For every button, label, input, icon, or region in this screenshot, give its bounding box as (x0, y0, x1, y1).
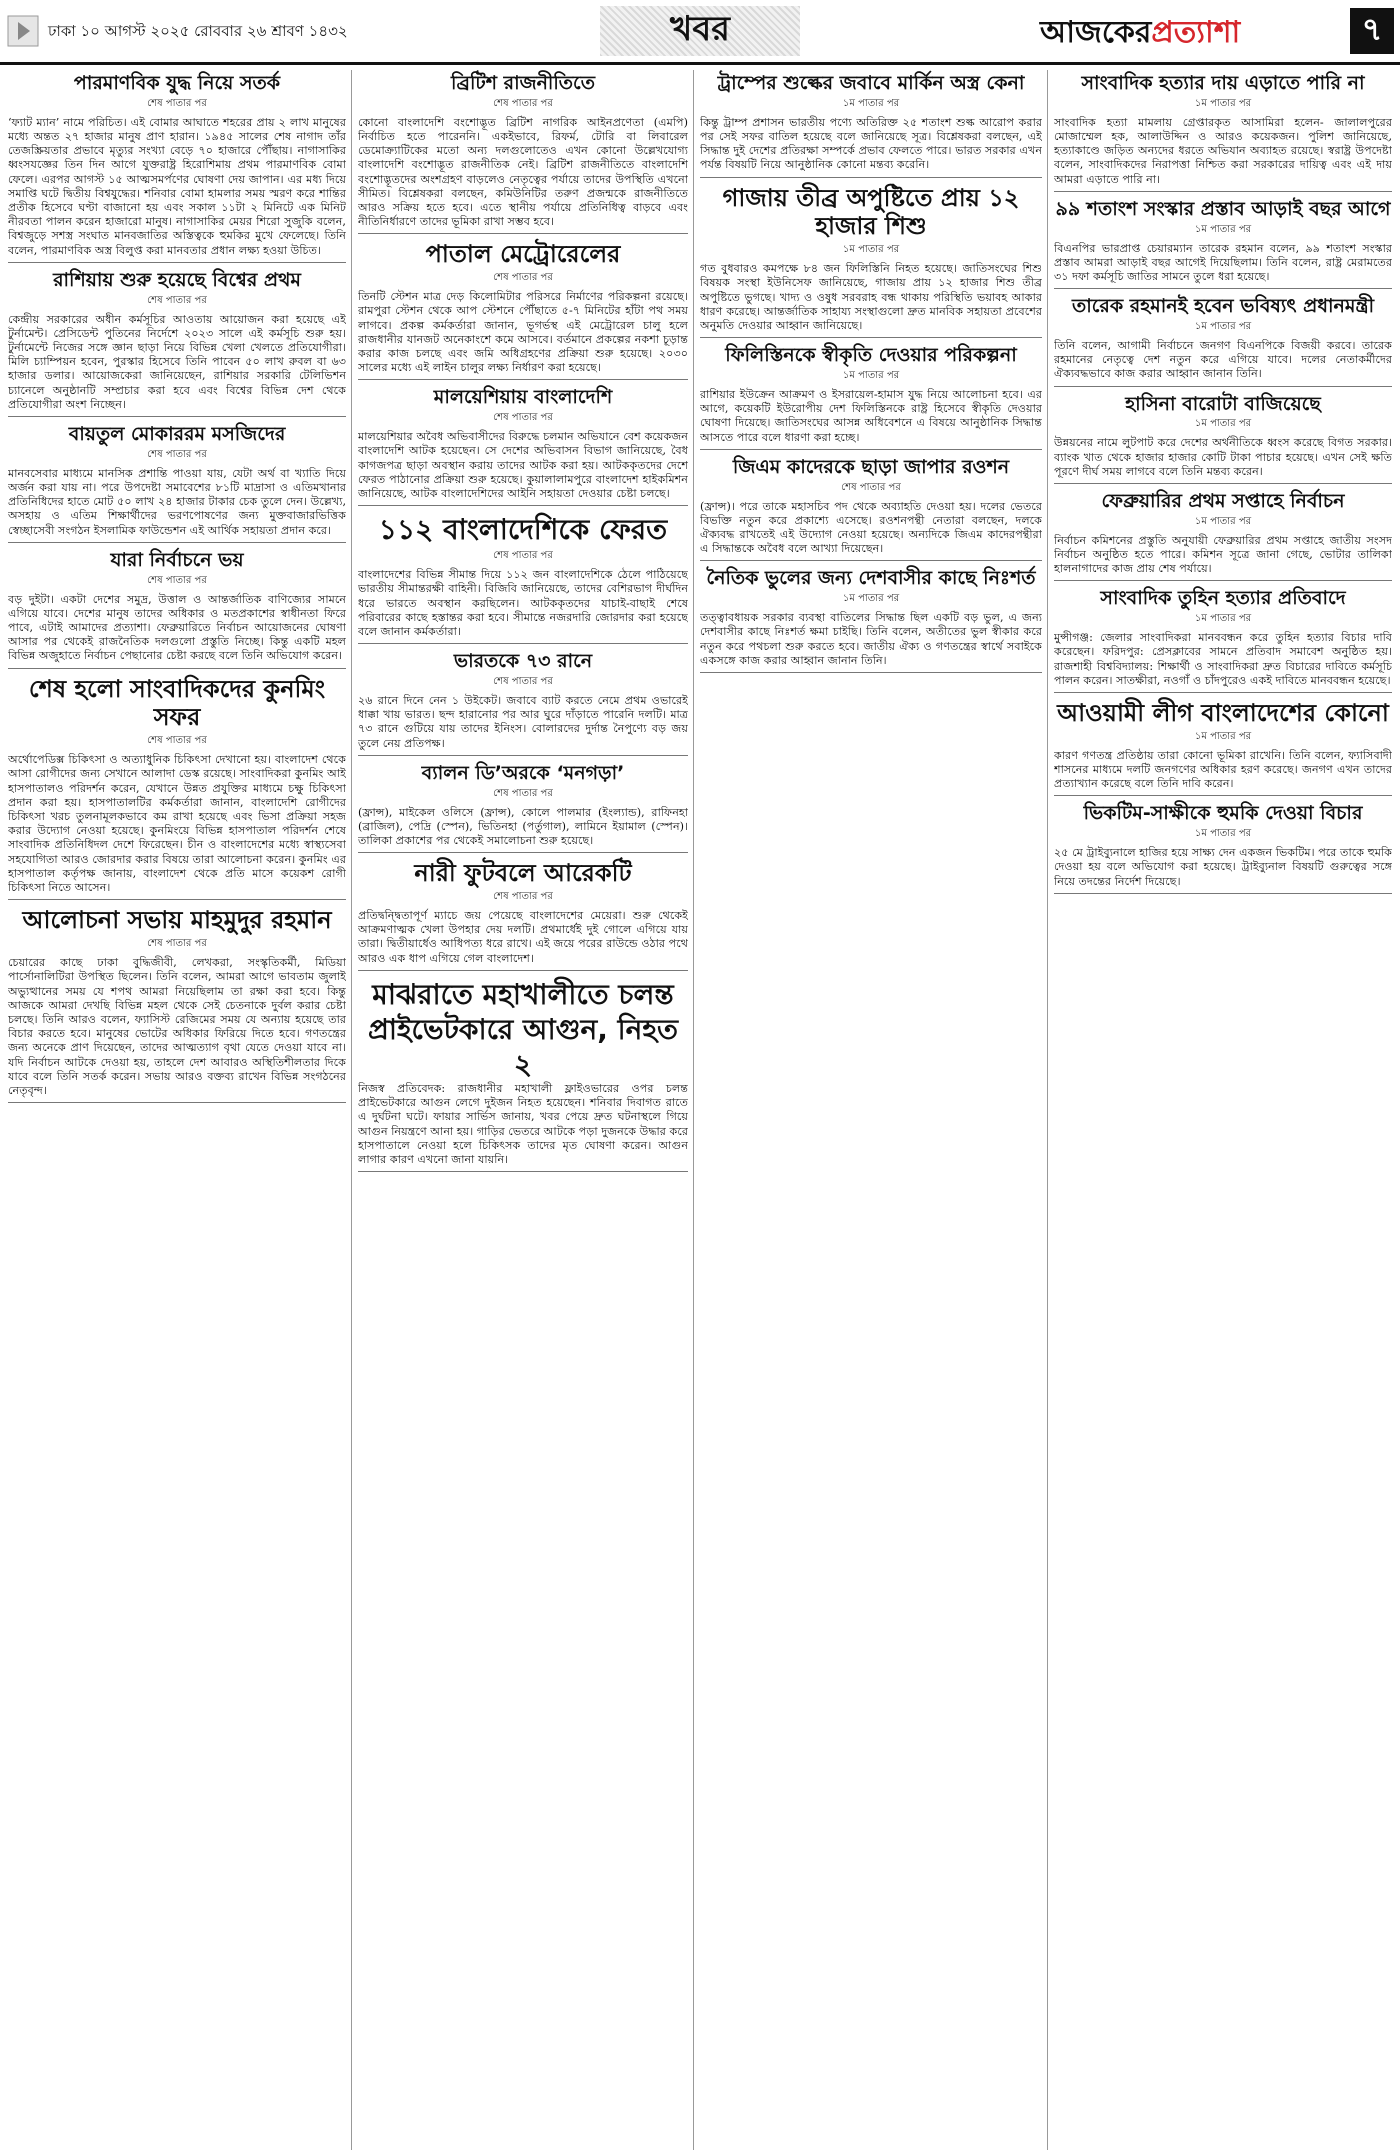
arrow-icon (6, 14, 40, 48)
story-body: চেয়ারের কাছে ঢাকা বুদ্ধিজীবী, লেখকরা, সংস্কৃতিকর্মী, মিডিয়া পার্সোনালিটিরা উপস্থিত ছিলেন। তিনি বলেন, আমরা আগে ভাবতাম জুলাই অভ্যুত্থানের সময় যে শপথ আমরা নিয়েছিলাম তা রক্ষা করা হবে। কিন্তু আজকে আমরা দেখছি বিভিন্ন মহল থেকে সেই চেতনাকে দুর্বল করার চেষ্টা চলছে। তিনি আরও বলেন, ফ্যাসিস্ট রেজিমের সময় যে অন্যায় হয়েছে তার বিচার করতে হবে। মানুষের ভোটের অধিকার ফিরিয়ে দিতে হবে। গণতন্ত্রের জন্য অনেকে প্রাণ দিয়েছেন, তাদের আত্মত্যাগ বৃথা যেতে দেওয়া যাবে না। যদি নির্বাচন আটকে দেওয়া হয়, তাহলে দেশ আবারও অস্থিতিশীলতার দিকে যাবে বলে তিনি সতর্ক করেন। সভায় আরও বক্তব্য রাখেন বিভিন্ন সংগঠনের নেতৃবৃন্দ। (8, 956, 346, 1097)
story-headline[interactable]: পারমাণবিক যুদ্ধ নিয়ে সতর্ক (73, 72, 281, 94)
story-divider (8, 1102, 346, 1103)
story-divider (358, 755, 688, 756)
story-body: ‘ফ্যাট ম্যান’ নামে পরিচিত। এই বোমার আঘাতে শহরের প্রায় ২ লাখ মানুষের মধ্যে অন্তত ২৭ হাজার মানুষ প্রাণ হারান। ১৯৪৫ সালের শেষ নাগাদ তাঁর তেজস্ক্রিয়তার প্রভাবে মৃত্যুর সংখ্যা বেড়ে ৭০ হাজারে পৌঁছায়। নাগাসাকির ধ্বংসযজ্ঞের তিন দিন আগে যুক্তরাষ্ট্র হিরোশিমায় প্রথম পারমাণবিক বোমা ফেলে। এরপর আগস্ট ১৫ আত্মসমর্পণের ঘোষণা দেয় জাপান। এর মধ্য দিয়ে সমাপ্তি ঘটে দ্বিতীয় বিশ্বযুদ্ধের। শনিবার বোমা হামলার সময় স্মরণ করে শান্তির প্রতীক হিসেবে ঘণ্টা বাজানো হয় এবং সকাল ১১টা ২ মিনিটে এক মিনিট নীরবতা পালন করেন হাজারো মানুষ। নাগাসাকির মেয়র শিরো সুজুকি বলেন, বিশ্বজুড়ে সশস্ত্র সংঘাত মানবজাতির অস্তিত্বকে হুমকির মুখে ফেলেছে। তিনি বলেন, পারমাণবিক অস্ত্র বিলুপ্ত করা মানবতার প্রধান লক্ষ্য হওয়া উচিত। (8, 115, 346, 257)
story-jump-line: ১ম পাতার পর (1194, 223, 1252, 235)
story-jump-line: শেষ পাতার পর (493, 891, 553, 903)
story-divider (8, 542, 346, 543)
story-divider (358, 970, 688, 971)
column-divider (1047, 70, 1048, 2150)
news-story (358, 512, 688, 644)
news-story (1054, 490, 1392, 581)
news-story (1054, 393, 1392, 484)
news-story (358, 977, 688, 1172)
story-jump-line: ১ম পাতার পর (842, 244, 900, 256)
story-headline[interactable]: মাঝরাতে মহাখালীতে চলন্ত প্রাইভেটকারে আগুন, নিহত ২ (367, 977, 679, 1081)
story-headline[interactable]: নারী ফুটবলে আরেকটি (414, 859, 632, 888)
story-jump-line: শেষ পাতার পর (147, 97, 207, 109)
story-jump-line: ১ম পাতার পর (1194, 97, 1252, 109)
story-divider (8, 899, 346, 900)
story-divider (8, 668, 346, 669)
brand-logo (1040, 8, 1240, 59)
story-body: বাংলাদেশের বিভিন্ন সীমান্ত দিয়ে ১১২ জন বাংলাদেশিকে ঠেলে পাঠিয়েছে ভারতীয় সীমান্তরক্ষী বাহিনী। বিজিবি জানিয়েছে, তাদের বেশিরভাগ দীর্ঘদিন ধরে ভারতে অবস্থান করছিলেন। আটককৃতদের যাচাই-বাছাই শেষে পরিবারের কাছে হস্তান্তর করা হবে। সীমান্তে নজরদারি জোরদার করা হয়েছে বলে জানান কর্মকর্তারা। (358, 568, 688, 639)
news-story (358, 762, 688, 853)
story-divider (700, 560, 1042, 561)
news-story (358, 386, 688, 506)
story-jump-line: শেষ পাতার পর (493, 412, 553, 424)
story-headline[interactable]: সাংবাদিক তুহিন হত্যার প্রতিবাদে (1100, 587, 1346, 610)
story-jump-line: শেষ পাতার পর (493, 550, 553, 562)
story-divider (1054, 386, 1392, 387)
story-divider (358, 643, 688, 644)
story-body: তত্ত্বাবধায়ক সরকার ব্যবস্থা বাতিলের সিদ্ধান্ত ছিল একটি বড় ভুল, এ জন্য দেশবাসীর কাছে নিঃশর্ত ক্ষমা চাইছি। তিনি বলেন, অতীতের ভুল স্বীকার করে নতুন করে পথচলা শুরু করতে হবে। জাতীয় ঐক্য ও গণতন্ত্রের স্বার্থে সবাইকে একসঙ্গে কাজ করার আহ্বান জানান তিনি। (700, 611, 1042, 667)
story-headline[interactable]: আলোচনা সভায় মাহমুদুর রহমান (22, 906, 332, 935)
story-divider (700, 672, 1042, 673)
story-body: উন্নয়নের নামে লুটপাট করে দেশের অর্থনীতিকে ধ্বংস করেছে বিগত সরকার। ব্যাংক খাত থেকে হাজার হাজার কোটি টাকা পাচার হয়েছে। এখন সেই ক্ষতি পূরণে দীর্ঘ সময় লাগবে বলে তিনি মন্তব্য করেন। (1054, 436, 1392, 478)
column-4 (1054, 70, 1392, 2150)
story-body: মুন্সীগঞ্জ: জেলার সাংবাদিকরা মানববন্ধন করে তুহিন হত্যার বিচার দাবি করেছেন। ফরিদপুর: প্রেসক্লাবের সামনে প্রতিবাদ সমাবেশ অনুষ্ঠিত হয়। রাজশাহী বিশ্ববিদ্যালয়: শিক্ষার্থী ও সাংবাদিকরা দ্রুত বিচারের দাবিতে কর্মসূচি পালন করেন। সাতক্ষীরা, নওগাঁ ও চাঁদপুরেও একই দাবিতে মানববন্ধন হয়েছে। (1054, 631, 1392, 687)
news-story (1054, 198, 1392, 289)
news-story (700, 456, 1042, 562)
story-headline[interactable]: নৈতিক ভুলের জন্য দেশবাসীর কাছে নিঃশর্ত (706, 567, 1036, 590)
story-divider (358, 505, 688, 506)
story-body: বিএনপির ভারপ্রাপ্ত চেয়ারম্যান তারেক রহমান বলেন, ৯৯ শতাংশ সংস্কার প্রস্তাব আমরা আড়াই বছর আগেই দিয়েছিলাম। তিনি বলেন, রাষ্ট্র মেরামতের ৩১ দফা কর্মসূচি জাতির সামনে তুলে ধরা হয়েছে। (1054, 241, 1392, 284)
story-jump-line: ১ম পাতার পর (1194, 418, 1252, 430)
story-body: ২৬ রানে দিনে নেন ১ উইকেট। জবাবে ব্যাট করতে নেমে প্রথম ওভারেই ধাক্কা খায় ভারত। ছন্দ হারানোর পর আর ঘুরে দাঁড়াতে পারেনি দলটি। মাত্র ৭৩ রানে গুটিয়ে যায় তাদের ইনিংস। বোলারদের দুর্দান্ত নৈপুণ্যে বড় জয় তুলে নেয় প্রতিপক্ষ। (358, 694, 688, 750)
story-divider (1054, 288, 1392, 289)
story-headline[interactable]: সাংবাদিক হত্যার দায় এড়াতে পারি না (1081, 72, 1365, 94)
story-headline[interactable]: ১১২ বাংলাদেশিকে ফেরত (378, 513, 668, 547)
news-story (358, 859, 688, 971)
story-jump-line: ১ম পাতার পর (1194, 515, 1252, 527)
story-headline[interactable]: ব্যালন ডি’অরকে ‘মনগড়া’ (421, 761, 625, 784)
story-jump-line: শেষ পাতার পর (147, 448, 207, 460)
dateline: ঢাকা ১০ আগস্ট ২০২৫ রোববার ২৬ শ্রাবণ ১৪৩২ (48, 22, 348, 40)
story-headline[interactable]: ভারতকে ৭৩ রানে (453, 650, 593, 673)
news-story (1054, 802, 1392, 893)
story-body: রাশিয়ার ইউক্রেন আক্রমণ ও ইসরায়েল-হামাস যুদ্ধ নিয়ে আলোচনা হবে। এর আগে, কয়েকটি ইউরোপীয় দেশ ফিলিস্তিনকে রাষ্ট্র হিসেবে স্বীকৃতি দেওয়ার ঘোষণা দিয়েছে। জাতিসংঘের আসন্ন অধিবেশনে এ বিষয়ে আনুষ্ঠানিক সিদ্ধান্ত আসতে পারে বলে ধারণা করা হচ্ছে। (700, 388, 1042, 444)
story-divider (700, 449, 1042, 450)
story-jump-line: ১ম পাতার পর (1194, 828, 1252, 840)
news-story (1054, 72, 1392, 192)
column-3 (700, 70, 1042, 2150)
section-title (600, 6, 800, 56)
masthead (0, 0, 1400, 62)
story-body: কোনো বাংলাদেশি বংশোদ্ভূত ব্রিটিশ নাগরিক আইনপ্রণেতা (এমপি) নির্বাচিত হতে পারেননি। একইভাবে, রিফর্ম, টোরি বা লিবারেল ডেমোক্র্যাটিকের মতো অন্য দলগুলোতেও এখন কোনো উল্লেখযোগ্য বাংলাদেশি বংশোদ্ভূত রাজনীতিক নেই। ব্রিটিশ রাজনীতিতে বাংলাদেশি বংশোদ্ভূতদের অংশগ্রহণ বাড়লেও নেতৃত্বের পর্যায়ে তাদের উপস্থিতি এখনো সীমিত। বিশ্লেষকরা বলছেন, কমিউনিটির তরুণ প্রজন্মকে রাজনীতিতে আরও সক্রিয় হতে হবে। এতে স্থানীয় পর্যায়ে প্রতিনিধিত্ব বাড়বে এবং নীতিনির্ধারণে তাদের ভূমিকা রাখা সম্ভব হবে। (358, 115, 688, 229)
story-headline[interactable]: ট্রাম্পের শুল্কের জবাবে মার্কিন অস্ত্র কেনা (717, 72, 1025, 94)
story-jump-line: ১ম পাতার পর (842, 593, 900, 605)
story-divider (700, 177, 1042, 178)
news-story (358, 72, 688, 234)
story-headline[interactable]: ফেব্রুয়ারির প্রথম সপ্তাহে নির্বাচন (1101, 490, 1345, 513)
section-label: খবর (670, 8, 730, 49)
story-divider (358, 379, 688, 380)
story-divider (1054, 580, 1392, 581)
story-headline[interactable]: গাজায় তীব্র অপুষ্টিতে প্রায় ১২ হাজার শিশু (722, 183, 1020, 241)
story-headline[interactable]: ভিকটিম-সাক্ষীকে হুমকি দেওয়া বিচার (1083, 802, 1363, 825)
story-divider (1054, 893, 1392, 894)
story-headline[interactable]: বায়তুল মোকাররম মসজিদের (68, 423, 286, 446)
news-story (8, 675, 346, 901)
news-story (700, 72, 1042, 178)
story-jump-line: শেষ পাতার পর (147, 735, 207, 747)
story-body: কেন্দ্রীয় সরকারের অধীন কর্মসূচির আওতায় আয়োজন করা হয়েছে এই টুর্নামেন্ট। প্রেসিডেন্ট পুতিনের নির্দেশে ২০২৩ সালে এই কর্মসূচি শুরু হয়। টুর্নামেন্টে নিজের সঙ্গে জ্ঞান ছাড়া নিয়ে বিভিন্ন খেলা খেলতে প্রতিযোগীরা। মিলি চ্যাম্পিয়ন হবেন, পুরস্কার হিসেবে তিনি পাবেন ৫০ লাখ রুবল বা ৬৩ হাজার ডলার। আয়োজকেরা জানিয়েছেন, রাশিয়ার সরকারি টেলিভিশন চ্যানেলে অনুষ্ঠানটি সম্প্রচার করা হবে এবং বিশ্বের বিভিন্ন দেশ থেকে প্রতিযোগীরা অংশ নিচ্ছেন। (8, 312, 346, 411)
story-divider (1054, 483, 1392, 484)
story-jump-line: ১ম পাতার পর (842, 370, 900, 382)
story-headline[interactable]: রাশিয়ায় শুরু হয়েছে বিশ্বের প্রথম (53, 268, 301, 291)
story-body: মালয়েশিয়ার অবৈধ অভিবাসীদের বিরুদ্ধে চলমান অভিযানে বেশ কয়েকজন বাংলাদেশি আটক হয়েছেন। সে দেশের অভিবাসন বিভাগ জানিয়েছে, বৈধ কাগজপত্র ছাড়া অবস্থান করায় তাদের আটক করা হয়। আটককৃতদের দেশে ফেরত পাঠানোর প্রক্রিয়া শুরু হয়েছে। কুয়ালালামপুরে বাংলাদেশ হাইকমিশন জানিয়েছে, আটক বাংলাদেশিদের আইনি সহায়তা দেওয়ার চেষ্টা চলছে। (358, 430, 688, 501)
story-headline[interactable]: মালয়েশিয়ায় বাংলাদেশি (433, 386, 613, 409)
story-divider (8, 262, 346, 263)
column-1 (8, 70, 346, 2150)
news-story (1054, 295, 1392, 386)
story-jump-line: ১ম পাতার পর (842, 97, 900, 109)
news-story (1054, 699, 1392, 796)
story-body: ২৫ মে ট্রাইব্যুনালে হাজির হয়ে সাক্ষ্য দেন একজন ভিকটিম। পরে তাকে হুমকি দেওয়া হয় বলে অভিযোগ করা হয়েছে। ট্রাইব্যুনাল বিষয়টি গুরুত্বের সঙ্গে নিয়ে তদন্তের নির্দেশ দিয়েছে। (1054, 846, 1392, 888)
story-body: কারণ গণতন্ত্র প্রতিষ্ঠায় তারা কোনো ভূমিকা রাখেনি। তিনি বলেন, ফ্যাসিবাদী শাসনের মাধ্যমে দলটি জনগণের অধিকার হরণ করেছে। জনগণ এখন তাদের প্রত্যাখ্যান করেছে বলে তিনি দাবি করেন। (1054, 748, 1392, 791)
story-jump-line: ১ম পাতার পর (1194, 730, 1252, 742)
brand-part-b: প্রত্যাশা (1151, 15, 1241, 50)
story-headline[interactable]: শেষ হলো সাংবাদিকদের কুনমিং সফর (28, 674, 326, 732)
story-headline[interactable]: যারা নির্বাচনে ভয় (110, 548, 244, 571)
news-story (700, 567, 1042, 673)
story-divider (358, 1171, 688, 1172)
story-divider (358, 852, 688, 853)
story-body: বড় দুইটা। একটা দেশের সমুদ্র, উত্তাল ও আন্তর্জাতিক বাণিজ্যের সামনে এগিয়ে যাবে। দেশের মানুষ তাদের অধিকার ও মতপ্রকাশের স্বাধীনতা ফিরে পাবে, এটাই আমাদের প্রত্যাশা। ফেব্রুয়ারিতে নির্বাচন আয়োজনের ঘোষণা আসার পর থেকেই রাজনৈতিক দলগুলো প্রস্তুতি নিচ্ছে। কিন্তু একটি মহল বিভিন্ন অজুহাতে নির্বাচন পেছানোর চেষ্টা করছে বলে তিনি অভিযোগ করেন। (8, 592, 346, 663)
news-story (8, 549, 346, 669)
story-jump-line: শেষ পাতার পর (147, 938, 207, 950)
story-jump-line: শেষ পাতার পর (493, 97, 553, 109)
story-jump-line: ১ম পাতার পর (1194, 321, 1252, 333)
masthead-rule (0, 62, 1400, 65)
news-story (8, 72, 346, 263)
story-headline[interactable]: পাতাল মেট্রোরেলের (425, 240, 621, 269)
story-divider (700, 337, 1042, 338)
story-body: নির্বাচন কমিশনের প্রস্তুতি অনুযায়ী ফেব্রুয়ারির প্রথম সপ্তাহে জাতীয় সংসদ নির্বাচন অনুষ্ঠিত হতে পারে। কমিশন সূত্রে জানা গেছে, ভোটার তালিকা হালনাগাদের কাজ প্রায় শেষ পর্যায়ে। (1054, 533, 1392, 576)
page-number: ৭ (1350, 8, 1394, 54)
story-divider (1054, 692, 1392, 693)
column-divider (351, 70, 352, 2150)
story-jump-line: শেষ পাতার পর (147, 294, 207, 306)
news-story (8, 269, 346, 417)
story-divider (1054, 795, 1392, 796)
story-body: (ফ্রান্স)। পরে তাকে মহাসচিব পদ থেকে অব্যাহতি দেওয়া হয়। দলের ভেতরে বিভক্তি নতুন করে প্রকাশ্যে এসেছে। রওশনপন্থী নেতারা বলছেন, দলকে ঐক্যবদ্ধ রাখতেই এই উদ্যোগ নেওয়া হয়েছে। অন্যদিকে জিএম কাদেরপন্থীরা এ সিদ্ধান্তকে অবৈধ বলে আখ্যা দিয়েছেন। (700, 499, 1042, 556)
story-body: নিজস্ব প্রতিবেদক: রাজধানীর মহাখালী ফ্লাইওভারের ওপর চলন্ত প্রাইভেটকারে আগুন লেগে দুইজন নিহত হয়েছেন। শনিবার দিবাগত রাতে এ দুর্ঘটনা ঘটে। ফায়ার সার্ভিস জানায়, খবর পেয়ে দ্রুত ঘটনাস্থলে গিয়ে আগুন নিয়ন্ত্রণে আনা হয়। গাড়ির ভেতরে আটকে পড়া দুজনকে উদ্ধার করে হাসপাতালে নেওয়া হলে চিকিৎসক তাদের মৃত ঘোষণা করেন। আগুন লাগার কারণ এখনো জানা যায়নি। (358, 1081, 688, 1166)
column-2 (358, 70, 688, 2150)
news-story (1054, 587, 1392, 693)
story-jump-line: শেষ পাতার পর (493, 787, 553, 799)
story-divider (8, 416, 346, 417)
story-headline[interactable]: ৯৯ শতাংশ সংস্কার প্রস্তাব আড়াই বছর আগে (1055, 197, 1391, 220)
story-headline[interactable]: ফিলিস্তিনকে স্বীকৃতি দেওয়ার পরিকল্পনা (725, 344, 1017, 367)
story-body: তিনি বলেন, আগামী নির্বাচনে জনগণ বিএনপিকে বিজয়ী করবে। তারেক রহমানের নেতৃত্বে দেশ নতুন করে এগিয়ে যাবে। দলের নেতাকর্মীদের ঐক্যবদ্ধভাবে কাজ করার আহ্বান জানান তিনি। (1054, 339, 1392, 381)
story-body: গত বুধবারও কমপক্ষে ৮৪ জন ফিলিস্তিনি নিহত হয়েছে। জাতিসংঘের শিশু বিষয়ক সংস্থা ইউনিসেফ জানিয়েছে, গাজায় প্রায় ১২ হাজার শিশু তীব্র অপুষ্টিতে ভুগছে। খাদ্য ও ওষুধ সরবরাহ বন্ধ থাকায় পরিস্থিতি ভয়াবহ আকার ধারণ করেছে। আন্তর্জাতিক সাহায্য সংস্থাগুলো দ্রুত মানবিক সহায়তা প্রবেশের অনুমতি দেওয়ার আহ্বান জানিয়েছে। (700, 262, 1042, 333)
story-body: সাংবাদিক হত্যা মামলায় গ্রেপ্তারকৃত আসামিরা হলেন- জালালপুরের মোজাম্মেল হক, আলাউদ্দিন ও আরও কয়েকজন। পুলিশ জানিয়েছে, হত্যাকাণ্ডে জড়িত অন্যদের ধরতে অভিযান অব্যাহত রয়েছে। স্বরাষ্ট্র উপদেষ্টা বলেন, সাংবাদিকদের নিরাপত্তা নিশ্চিত করা সরকারের দায়িত্ব এবং এই দায় আমরা এড়াতে পারি না। (1054, 115, 1392, 186)
news-story (8, 423, 346, 543)
news-story (700, 344, 1042, 450)
story-headline[interactable]: জিএম কাদেরকে ছাড়া জাপার রওশন (732, 455, 1010, 478)
story-body: অর্থোপেডিক্স চিকিৎসা ও অত্যাধুনিক চিকিৎসা দেখানো হয়। বাংলাদেশ থেকে আসা রোগীদের জন্য সেখানে আলাদা ডেস্ক রয়েছে। সাংবাদিকরা কুনমিং আই হাসপাতালও পরিদর্শন করেন, যেখানে উন্নত প্রযুক্তির মাধ্যমে চক্ষু চিকিৎসা প্রদান করা হয়। হাসপাতালটির কর্মকর্তারা জানান, বাংলাদেশি রোগীদের চিকিৎসা খরচ তুলনামূলকভাবে কম রাখা হয়েছে এবং ভিসা প্রক্রিয়া সহজ করার উদ্যোগ নেওয়া হয়েছে। কুনমিংয়ে বিভিন্ন হাসপাতাল পরিদর্শন শেষে সাংবাদিক প্রতিনিধিদল দেশে ফিরেছেন। চীন ও বাংলাদেশের মধ্যে স্বাস্থ্যসেবা সহযোগিতা আরও জোরদার করার বিষয়ে তারা আলোচনা করেন। কুনমিং এর হাসপাতাল কর্তৃপক্ষ জানায়, বাংলাদেশ থেকে প্রতি মাসে কয়েকশ রোগী চিকিৎসা নিতে আসেন। (8, 753, 346, 895)
story-jump-line: শেষ পাতার পর (493, 272, 553, 284)
news-story (358, 650, 688, 756)
column-divider (693, 70, 694, 2150)
story-headline[interactable]: ব্রিটিশ রাজনীতিতে (451, 72, 595, 94)
story-headline[interactable]: তারেক রহমানই হবেন ভবিষ্যৎ প্রধানমন্ত্রী (1071, 295, 1375, 318)
story-jump-line: শেষ পাতার পর (147, 574, 207, 586)
news-story (358, 240, 688, 380)
story-body: তিনটি স্টেশন মাত্র দেড় কিলোমিটার পরিসরে নির্মাণের পরিকল্পনা রয়েছে। রামপুরা স্টেশন থেকে আপ স্টেশনে পৌঁছাতে ৫-৭ মিনিটের হাঁটা পথ সময় লাগবে। প্রকল্প কর্মকর্তারা জানান, ভূগর্ভস্থ এই মেট্রোরেল চালু হলে রাজধানীর যানজট অনেকাংশে কমে আসবে। বর্তমানে প্রকল্পের নকশা চূড়ান্ত করার কাজ চলছে এবং জমি অধিগ্রহণের প্রক্রিয়া শুরু হয়েছে। ২০৩০ সালের মধ্যে এই লাইন চালুর লক্ষ্য নির্ধারণ করা হয়েছে। (358, 290, 688, 375)
story-jump-line: শেষ পাতার পর (841, 481, 901, 493)
story-body: (ফ্রান্স), মাইকেল ওলিসে (ফ্রান্স), কোলে পালমার (ইংল্যান্ড), রাফিনহা (ব্রাজিল), পেদ্রি (স্পেন), ভিতিনহা (পর্তুগাল), লামিনে ইয়ামাল (স্পেন)। তালিকা প্রকাশের পর থেকেই সমালোচনা শুরু হয়েছে। (358, 805, 688, 848)
story-divider (358, 233, 688, 234)
story-divider (1054, 191, 1392, 192)
story-jump-line: শেষ পাতার পর (493, 676, 553, 688)
news-story (8, 906, 346, 1103)
brand-part-a: আজকের (1040, 15, 1152, 50)
news-story (700, 184, 1042, 339)
story-headline[interactable]: হাসিনা বারোটা বাজিয়েছে (1125, 392, 1321, 415)
story-body: কিন্তু ট্রাম্প প্রশাসন ভারতীয় পণ্যে অতিরিক্ত ২৫ শতাংশ শুল্ক আরোপ করার পর সেই সফর বাতিল হয়েছে বলে জানিয়েছে সূত্র। বিশ্লেষকরা বলছেন, এই সিদ্ধান্ত দুই দেশের প্রতিরক্ষা সম্পর্কে প্রভাব ফেলতে পারে। ভারত সরকার এখন পর্যন্ত বিষয়টি নিয়ে আনুষ্ঠানিক কোনো মন্তব্য করেনি। (700, 115, 1042, 172)
story-body: প্রতিদ্বন্দ্বিতাপূর্ণ ম্যাচে জয় পেয়েছে বাংলাদেশের মেয়েরা। শুরু থেকেই আক্রমণাত্মক খেলা উপহার দেয় দলটি। প্রথমার্ধেই দুই গোলে এগিয়ে যায় তারা। দ্বিতীয়ার্ধেও আধিপত্য ধরে রাখে। এই জয়ে পরের রাউন্ডে ওঠার পথে আরও এক ধাপ এগিয়ে গেল বাংলাদেশ। (358, 909, 688, 965)
story-jump-line: ১ম পাতার পর (1194, 613, 1252, 625)
story-headline[interactable]: আওয়ামী লীগ বাংলাদেশের কোনো (1057, 699, 1389, 728)
story-body: মানবসেবার মাধ্যমে মানসিক প্রশান্তি পাওয়া যায়, যেটা অর্থ বা খ্যাতি দিয়ে অর্জন করা যায় না। পরে উপদেষ্টা সমাবেশের ৮১টি মাদ্রাসা ও এতিমখানার প্রতিনিধিদের হাতে মোট ৫০ লাখ ২৪ হাজার টাকার চেক তুলে দেন। উল্লেখ্য, অসহায় ও এতিম শিক্ষার্থীদের ভরণপোষণের জন্য মুক্তবাজারভিত্তিক স্বেচ্ছাসেবী সংগঠন ইসলামিক ফাউন্ডেশন এই আর্থিক সহায়তা প্রদান করে। (8, 466, 346, 537)
